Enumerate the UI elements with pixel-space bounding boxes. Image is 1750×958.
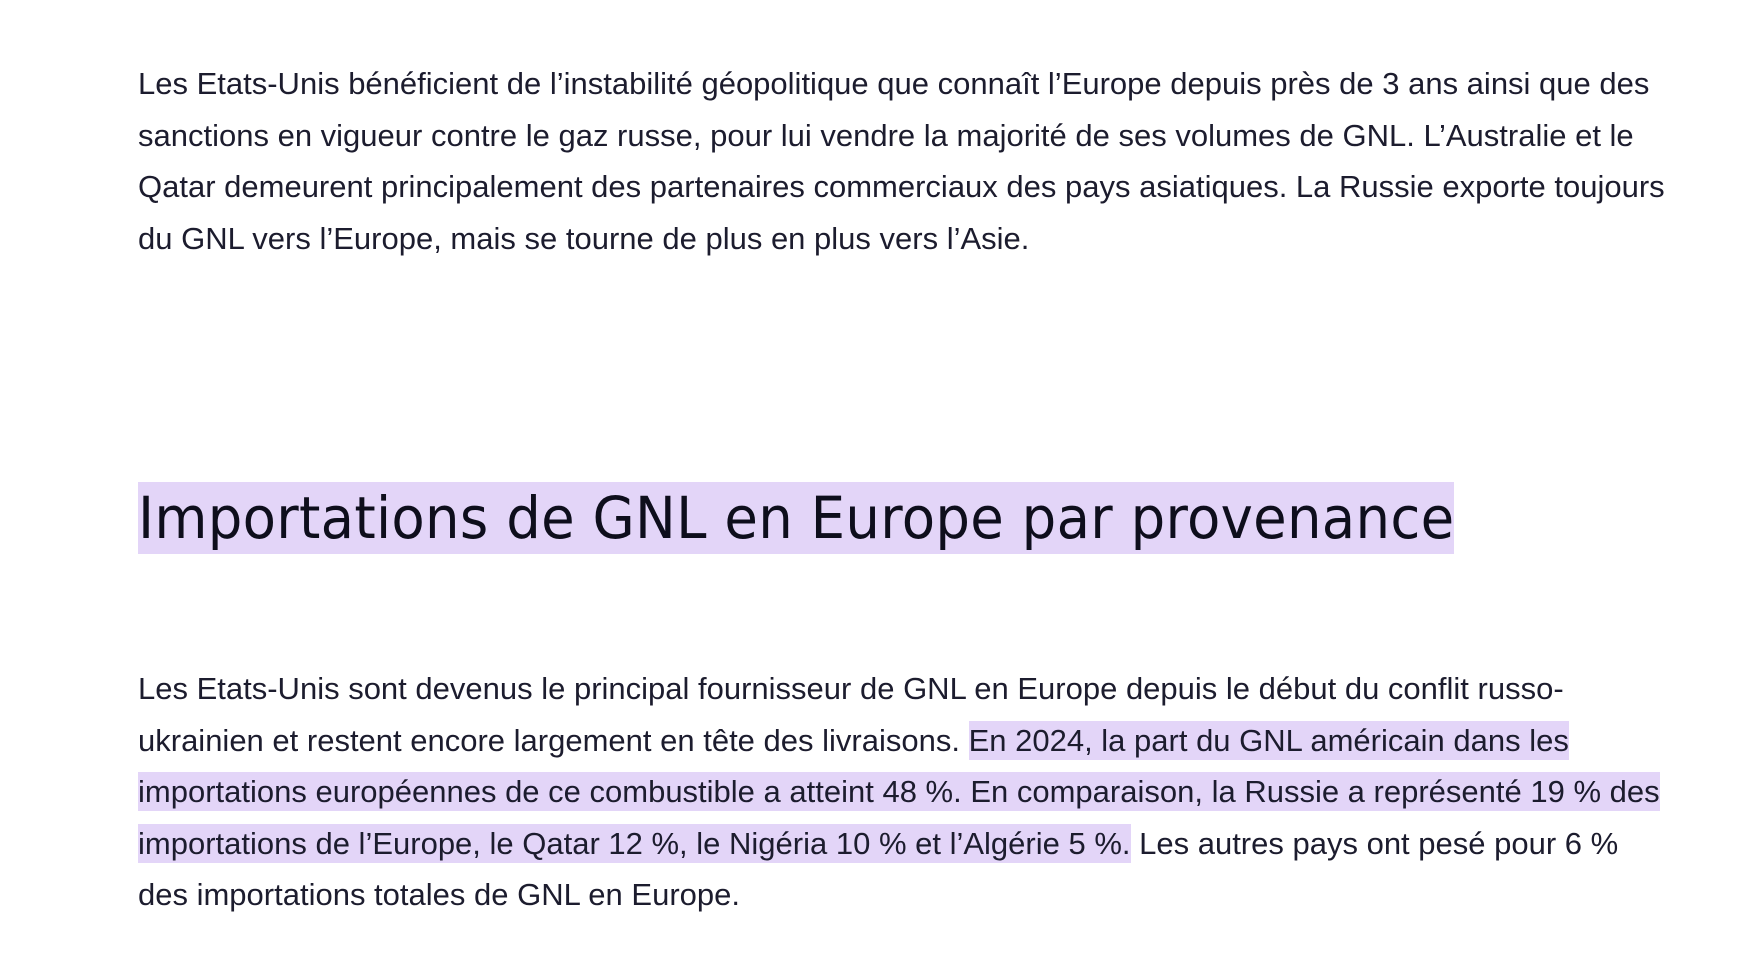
section-heading-wrapper bbox=[138, 486, 1538, 550]
imports-paragraph-start: Les Etats-Unis sont devenus le principal fournisseur de GNL en Europe depuis le début du conflit russo-ukrainien et restent encore largement en tête des livraisons. bbox=[138, 671, 1564, 758]
imports-paragraph-end: Les autres pays ont pesé pour 6 % des importations totales de GNL en Europe. bbox=[138, 825, 1619, 912]
section-heading bbox=[138, 486, 1454, 550]
imports-paragraph-highlight: En 2024, la part du GNL américain dans les importations européennes de ce combustible a atteint 48 %. En comparaison, la Russie a représenté 19 % des importations de l’Europe, le Qatar 12 %, le Nigéria 10 % et l’Algérie 5 %. bbox=[138, 722, 1660, 861]
heading-highlight: Importations de GNL en Europe par provenance bbox=[138, 484, 1455, 552]
imports-paragraph bbox=[138, 663, 1668, 921]
intro-paragraph: Les Etats-Unis bénéficient de l’instabilité géopolitique que connaît l’Europe depuis près de 3 ans ainsi que des sanctions en vigueur contre le gaz russe, pour lui vendre la majorité de ses volumes de GNL. L’Australie et le Qatar demeurent principalement des partenaires commerciaux des pays asiatiques. La Russie exporte toujours du GNL vers l’Europe, mais se tourne de plus en plus vers l’Asie. bbox=[138, 66, 1665, 256]
